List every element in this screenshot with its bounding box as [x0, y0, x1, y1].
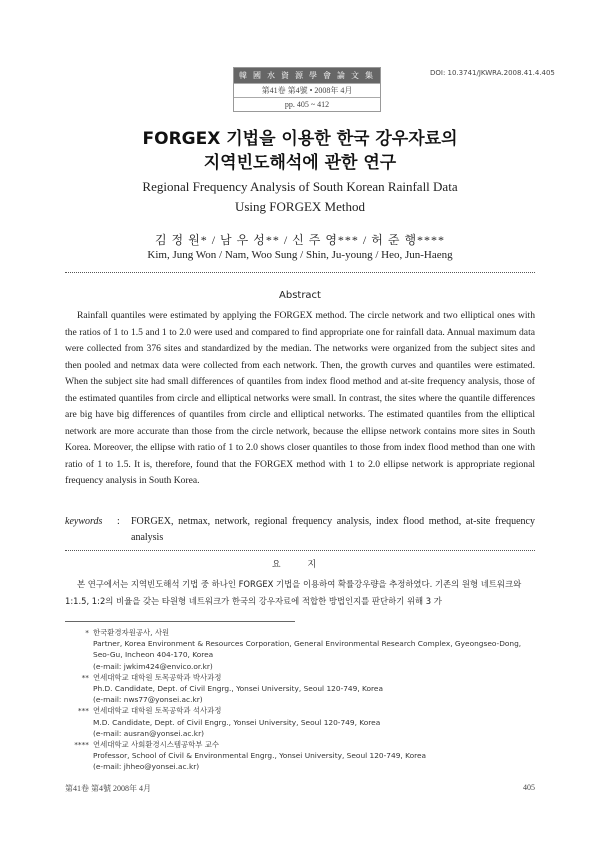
abstract-heading: Abstract: [279, 290, 321, 301]
journal-pages: pp. 405 ~ 412: [234, 97, 380, 111]
footnote-rule: [65, 621, 295, 622]
footnote-author-2: [65, 672, 535, 706]
footnote-line: Seo-Gu, Incheon 404-170, Korea: [93, 650, 214, 660]
footnote-email: (e-mail: nws77@yonsei.ac.kr): [93, 695, 203, 705]
footer-journal-issue: 第41卷 第4號 2008年 4月: [65, 784, 151, 793]
footnote-email: (e-mail: jhheo@yonsei.ac.kr): [93, 762, 200, 772]
keywords-colon: :: [117, 516, 120, 527]
divider-top: [65, 272, 535, 273]
footnote-line: 연세대학교 사회환경시스템공학부 교수: [93, 740, 220, 750]
footnote-line: Professor, School of Civil & Environmental Engrg., Yonsei University, Seoul 120-749, Korea: [93, 751, 427, 761]
footnote-line: Partner, Korea Environment & Resources Corporation, General Environmental Research Complex, Gyeongseo-Dong,: [93, 639, 522, 649]
footnote-mark: ****: [74, 740, 89, 750]
abstract-body: Rainfall quantiles were estimated by applying the FORGEX method. The circle network and two elliptical ones with the ratios of 1 to 1.5 and 1 to 2.0 were used and compared to find appropriate one for rainfall data. Annual maximum data were collected from 376 sites and standardized by the median. The networks were organized from the subject sites and then pooled and netmax data were collected from each network. Then, the growth curves and quantiles were estimated. When the subject site had small differences of quantiles from index flood method and at-site frequency analysis, those of the estimated quantiles from circle and elliptical networks were small. In contrast, the sites where the quantile differences are big have big differences of quantiles from circle and elliptical networks. The estimated quantiles from the elliptical network are more accurate than those from the circle network, because the ellipse network contains more sites in South Korea. Moreover, the ellipse with ratio of 1 to 2.0 shows closer quantiles to those from index flood method than one with ratio of 1 to 1.5. It is, therefore, found that the FORGEX method with 1 to 2.0 ellipse network is appropriate regional frequency analysis in South Korea.: [65, 310, 535, 486]
journal-info-box: [233, 67, 381, 112]
korean-summary-heading: 요 지: [271, 560, 329, 570]
page-number: 405: [523, 783, 535, 792]
korean-summary-body: 본 연구에서는 지역빈도해석 기법 중 하나인 FORGEX 기법을 이용하여 확률강우량을 추정하였다. 기존의 원형 네트워크와 1:1.5, 1:2의 비율을 갖는 타원형 네트워크가 한국의 강우자료에 적합한 방법인지를 판단하기 위해 3 가: [65, 579, 522, 606]
footnotes: [65, 627, 535, 773]
footnote-line: Ph.D. Candidate, Dept. of Civil Engrg., Yonsei University, Seoul 120-749, Korea: [93, 684, 383, 694]
doi-label: DOI: 10.3741/JKWRA.2008.41.4.405: [430, 69, 555, 77]
footnote-email: (e-mail: jwkim424@envico.or.kr): [93, 661, 213, 671]
authors-korean: 김 정 원* / 남 우 성** / 신 주 영*** / 허 준 행****: [154, 233, 446, 247]
footnote-line: M.D. Candidate, Dept. of Civil Engrg., Yonsei University, Seoul 120-749, Korea: [93, 717, 381, 727]
footnote-email: (e-mail: ausran@yonsei.ac.kr): [93, 728, 205, 738]
korean-title-line-2: 지역빈도해석에 관한 연구: [203, 153, 397, 173]
footnote-mark: **: [81, 672, 89, 682]
journal-volume-issue: 第41卷 第4號 • 2008年 4月: [234, 83, 380, 97]
footnote-mark: ***: [77, 706, 89, 716]
journal-name: 韓 國 水 資 源 學 會 論 文 集: [234, 68, 380, 83]
korean-title-line-1: FORGEX 기법을 이용한 한국 강우자료의: [142, 129, 458, 149]
footnote-author-4: [65, 739, 535, 773]
english-title-line-1: Regional Frequency Analysis of South Korean Rainfall Data: [142, 179, 458, 194]
keywords-text: FORGEX, netmax, network, regional frequency analysis, index flood method, at-site frequency analysis: [131, 516, 535, 543]
divider-middle: [65, 550, 535, 551]
footnote-mark: *: [85, 628, 89, 637]
keywords-label: keywords: [65, 516, 103, 527]
footnote-line: 한국환경자원공사, 사원: [93, 628, 170, 637]
footnote-line: 연세대학교 대학원 토목공학과 박사과정: [93, 672, 222, 682]
footnote-author-3: [65, 705, 535, 739]
english-title-line-2: Using FORGEX Method: [234, 199, 365, 214]
korean-title: [0, 127, 600, 175]
footnote-author-1: [65, 627, 535, 672]
english-title: [0, 177, 600, 217]
authors-english: Kim, Jung Won / Nam, Woo Sung / Shin, Ju-young / Heo, Jun-Haeng: [147, 249, 453, 261]
footnote-line: 연세대학교 대학원 토목공학과 석사과정: [93, 706, 222, 716]
